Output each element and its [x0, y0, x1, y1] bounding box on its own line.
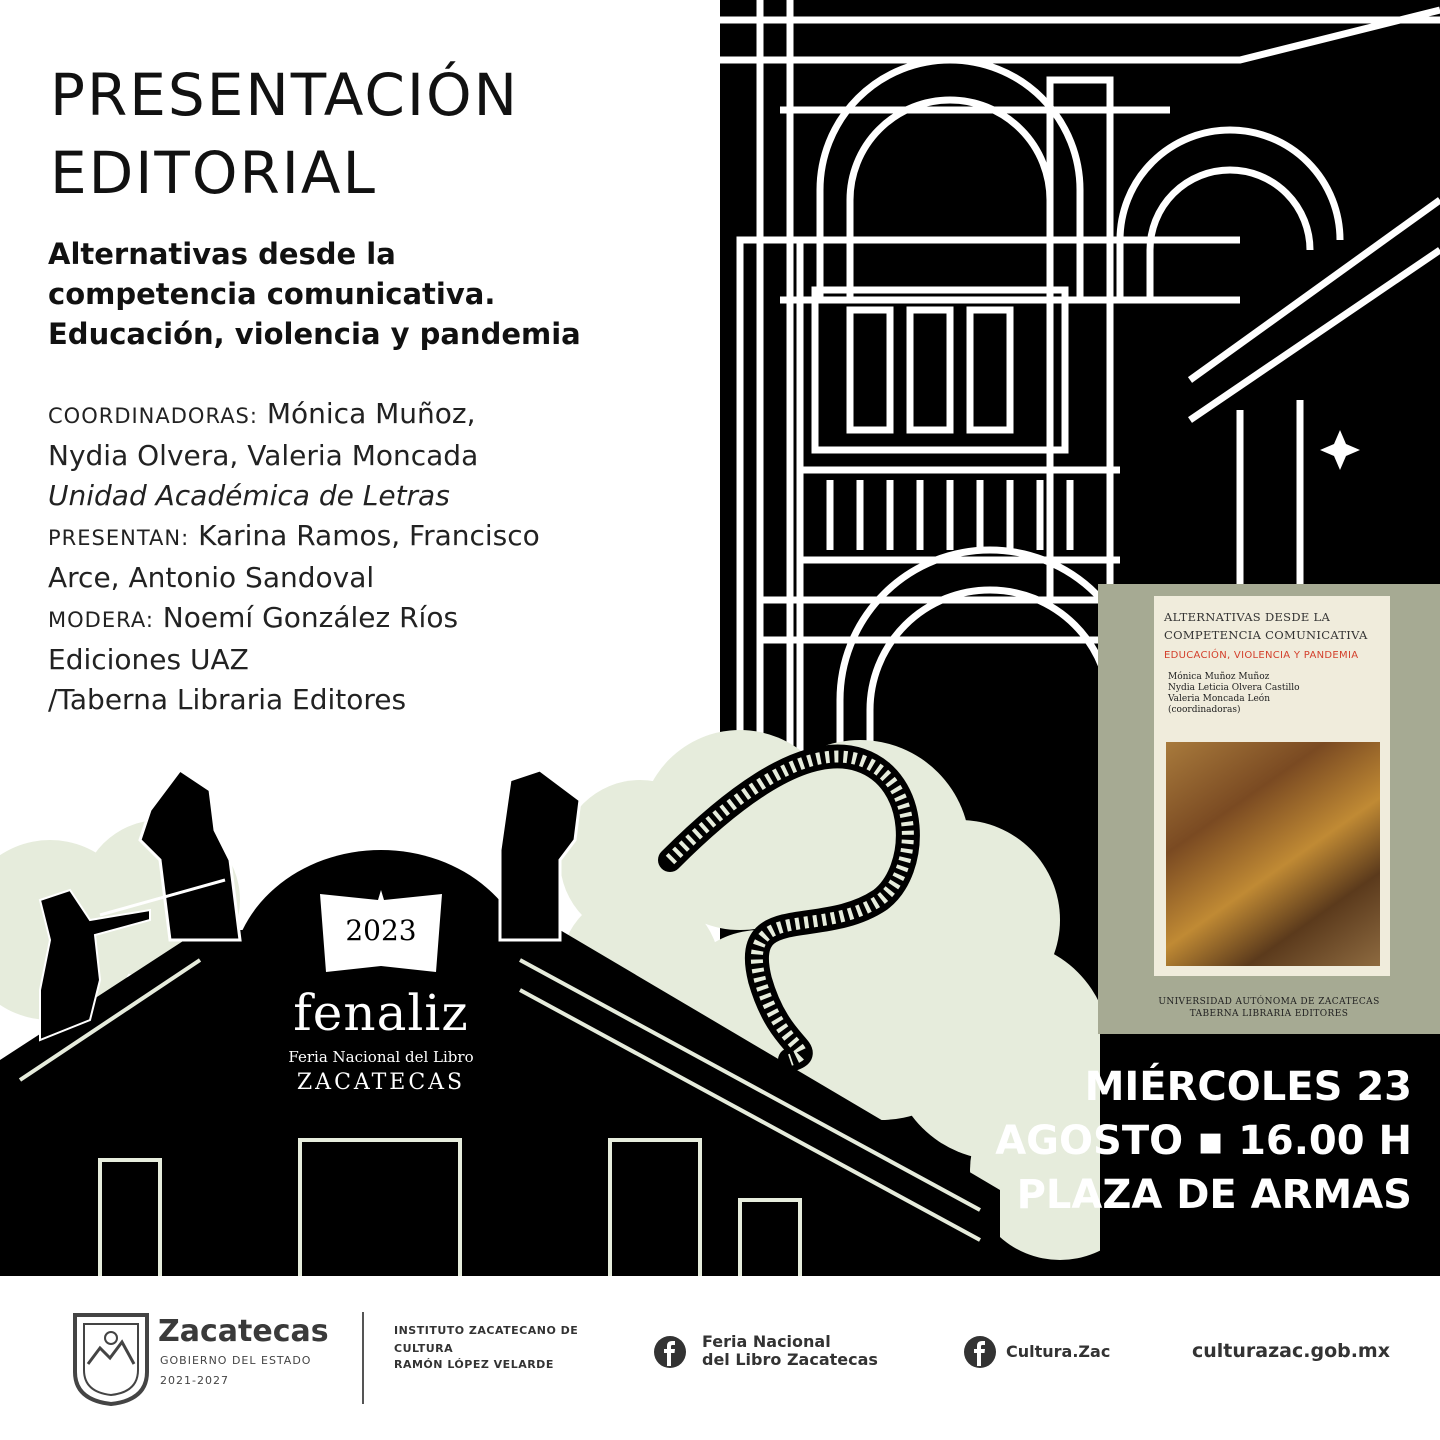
cover-author-3: Valeria Moncada León [1168, 694, 1270, 704]
event-place: PLAZA DE ARMAS [1016, 1172, 1412, 1218]
presentan-names-1: Karina Ramos, Francisco [189, 519, 540, 552]
credits-line-coordinadoras [48, 394, 688, 436]
modera-name: Noemí González Ríos [153, 601, 459, 634]
modera-role: MODERA: [48, 608, 154, 632]
footer [0, 1276, 1440, 1440]
credits-line-presentan [48, 516, 688, 558]
facebook-page-1-line-1[interactable]: Feria Nacional [702, 1332, 831, 1351]
cover-publishers [1098, 996, 1440, 1020]
presentan-role: PRESENTAN: [48, 526, 190, 550]
unidad-academica: Unidad Académica de Letras [48, 479, 450, 512]
zacatecas-shield-icon [72, 1312, 150, 1406]
coordinadoras-role: COORDINADORAS: [48, 404, 258, 428]
cover-title: ALTERNATIVAS DESDE LA COMPETENCIA COMUNICATIVA [1164, 610, 1368, 642]
event-date-time: AGOSTO ▪ 16.00 H [995, 1118, 1412, 1164]
gov-years: 2021-2027 [160, 1374, 229, 1387]
lower-scene-illustration [0, 720, 1100, 1280]
facebook-page-2[interactable]: Cultura.Zac [1006, 1342, 1111, 1361]
footer-divider [362, 1312, 364, 1404]
facebook-page-1-line-2[interactable]: del Libro Zacatecas [702, 1350, 878, 1369]
fenaliz-city: ZACATECAS [296, 1070, 466, 1095]
facebook-icon[interactable] [654, 1336, 686, 1368]
fenaliz-logo [240, 860, 522, 1150]
facebook-icon[interactable] [964, 1336, 996, 1368]
gov-name: Zacatecas [158, 1314, 329, 1349]
credits-line-modera [48, 598, 688, 640]
institute-line-3: RAMÓN LÓPEZ VELARDE [394, 1358, 554, 1371]
heading-line-1: PRESENTACIÓN [50, 61, 519, 129]
cover-author-2: Nydia Leticia Olvera Castillo [1168, 683, 1300, 693]
cover-painting [1166, 742, 1380, 966]
heading-line-2: EDITORIAL [50, 139, 377, 207]
cover-author-1: Mónica Muñoz Muñoz [1168, 672, 1270, 682]
event-info [960, 1060, 1412, 1222]
cover-subtitle: EDUCACIÓN, VIOLENCIA Y PANDEMIA [1164, 650, 1359, 661]
book-title-line-2: competencia comunicativa. [48, 277, 496, 311]
cover-publisher-1: UNIVERSIDAD AUTÓNOMA DE ZACATECAS [1158, 997, 1380, 1007]
coordinadoras-names-1: Mónica Muñoz, [257, 397, 476, 430]
cover-panel [1154, 596, 1390, 976]
event-day: MIÉRCOLES 23 [1084, 1064, 1412, 1110]
book-title [48, 234, 688, 354]
rosette-ornament [1320, 430, 1360, 470]
cover-authors [1168, 672, 1388, 716]
page-heading [50, 56, 519, 212]
publisher-2: /Taberna Libraria Editores [48, 683, 407, 716]
presentan-names-2: Arce, Antonio Sandoval [48, 561, 375, 594]
credits-block [48, 394, 688, 720]
website-link[interactable]: culturazac.gob.mx [1192, 1340, 1390, 1362]
cover-publisher-2: TABERNA LIBRARIA EDITORES [1189, 1009, 1349, 1019]
fenaliz-name: fenaliz [293, 984, 469, 1042]
book-title-line-3: Educación, violencia y pandemia [48, 317, 581, 351]
fenaliz-year: 2023 [345, 914, 417, 947]
institute-line-1: INSTITUTO ZACATECANO DE [394, 1324, 579, 1337]
coordinadoras-names-2: Nydia Olvera, Valeria Moncada [48, 439, 479, 472]
book-cover [1098, 584, 1440, 1034]
publisher-1: Ediciones UAZ [48, 643, 249, 676]
gov-subtitle: GOBIERNO DEL ESTADO [160, 1354, 312, 1367]
fenaliz-subtitle: Feria Nacional del Libro [288, 1048, 474, 1066]
cover-author-role: (coordinadoras) [1168, 705, 1241, 715]
institute-line-2: CULTURA [394, 1342, 454, 1355]
book-title-line-1: Alternativas desde la [48, 237, 396, 271]
